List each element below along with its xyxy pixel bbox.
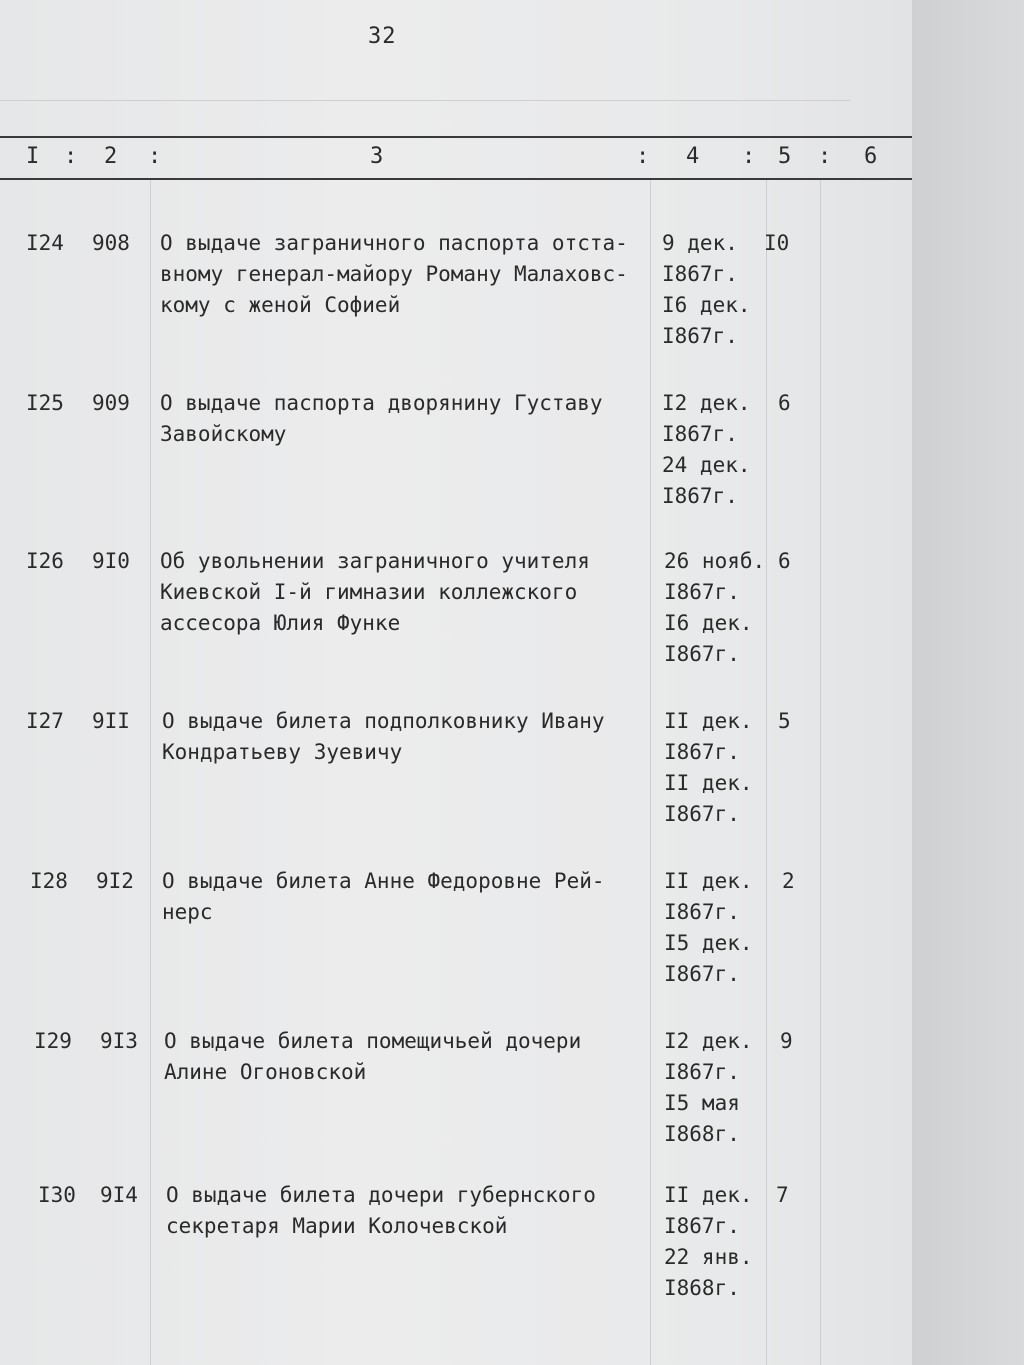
- row-number: I24: [26, 231, 64, 255]
- column-guide: [150, 180, 151, 1365]
- file-title: [162, 866, 605, 928]
- file-title: [166, 1180, 596, 1242]
- sheet-count: 9: [780, 1029, 793, 1053]
- date-line: I867г.: [664, 962, 740, 986]
- sheet-count: I0: [764, 231, 790, 255]
- title-line: О выдаче заграничного паспорта отста-: [160, 231, 628, 255]
- sheet-count: 6: [778, 549, 791, 573]
- header-col-1: I: [26, 144, 40, 169]
- date-line: I867г.: [664, 900, 740, 924]
- date-line: I867г.: [662, 422, 738, 446]
- title-line: Алине Огоновской: [164, 1060, 367, 1084]
- header-col-6: 6: [864, 144, 878, 169]
- date-line: II дек.: [664, 771, 753, 795]
- date-line: I868г.: [664, 1122, 740, 1146]
- date-line: 22 янв.: [664, 1245, 753, 1269]
- date-line: I867г.: [664, 740, 740, 764]
- date-line: I867г.: [664, 802, 740, 826]
- date-line: I2 дек.: [664, 1029, 753, 1053]
- title-line: ассесора Юлия Функе: [160, 611, 401, 635]
- file-number: 9I2: [96, 869, 134, 893]
- header-col-4: 4: [686, 144, 700, 169]
- title-line: Завойскому: [160, 422, 287, 446]
- column-guide: [766, 180, 767, 1365]
- file-title: [162, 706, 605, 768]
- header-col-5: 5: [778, 144, 792, 169]
- date-line: I867г.: [664, 1214, 740, 1238]
- sheet-count: 2: [782, 869, 795, 893]
- date-line: I867г.: [664, 642, 740, 666]
- file-dates: [664, 1026, 753, 1150]
- file-dates: [662, 228, 751, 352]
- title-line: Киевской I-й гимназии коллежского: [160, 580, 578, 604]
- column-guide: [820, 180, 821, 1365]
- date-line: I5 дек.: [664, 931, 753, 955]
- file-number: 9I3: [100, 1029, 138, 1053]
- row-number: I28: [30, 869, 68, 893]
- title-line: вному генерал-майору Роману Малаховс-: [160, 262, 628, 286]
- header-top-rule: [0, 136, 912, 138]
- header-col-3: 3: [370, 144, 384, 169]
- row-number: I25: [26, 391, 64, 415]
- row-number: I27: [26, 709, 64, 733]
- date-line: I867г.: [662, 262, 738, 286]
- date-line: 26 нояб.: [664, 549, 766, 573]
- date-line: I6 дек.: [664, 611, 753, 635]
- header-bottom-rule: [0, 178, 912, 180]
- file-title: [160, 546, 590, 639]
- file-dates: [664, 1180, 753, 1304]
- file-number: 909: [92, 391, 130, 415]
- row-number: I30: [38, 1183, 76, 1207]
- date-line: I867г.: [662, 484, 738, 508]
- title-line: нерс: [162, 900, 213, 924]
- page-number: 32: [368, 24, 397, 49]
- file-title: [164, 1026, 581, 1088]
- sheet-count: 5: [778, 709, 791, 733]
- date-line: I867г.: [662, 324, 738, 348]
- title-line: О выдаче билета подполковнику Ивану: [162, 709, 605, 733]
- date-line: I868г.: [664, 1276, 740, 1300]
- date-line: 24 дек.: [662, 453, 751, 477]
- file-dates: [662, 388, 751, 512]
- title-line: О выдаче билета дочери губернского: [166, 1183, 596, 1207]
- title-line: секретаря Марии Колочевской: [166, 1214, 508, 1238]
- title-line: О выдаче паспорта дворянину Густаву: [160, 391, 603, 415]
- header-sep: :: [636, 144, 650, 169]
- file-title: [160, 228, 628, 321]
- sheet-count: 7: [776, 1183, 789, 1207]
- date-line: I6 дек.: [662, 293, 751, 317]
- title-line: кому с женой Софией: [160, 293, 401, 317]
- date-line: I5 мая: [664, 1091, 740, 1115]
- title-line: Об увольнении заграничного учителя: [160, 549, 590, 573]
- header-sep: :: [148, 144, 162, 169]
- title-line: О выдаче билета помещичьей дочери: [164, 1029, 582, 1053]
- file-dates: [664, 866, 753, 990]
- file-number: 908: [92, 231, 130, 255]
- header-col-2: 2: [104, 144, 118, 169]
- next-page-edge: [912, 0, 1024, 1365]
- faint-rule: [0, 100, 850, 101]
- file-title: [160, 388, 603, 450]
- file-number: 9II: [92, 709, 130, 733]
- date-line: 9 дек.: [662, 231, 738, 255]
- sheet-count: 6: [778, 391, 791, 415]
- row-number: I29: [34, 1029, 72, 1053]
- date-line: I867г.: [664, 1060, 740, 1084]
- date-line: II дек.: [664, 709, 753, 733]
- date-line: I867г.: [664, 580, 740, 604]
- date-line: II дек.: [664, 1183, 753, 1207]
- file-dates: [664, 546, 765, 670]
- column-guide: [650, 180, 651, 1365]
- header-sep: :: [742, 144, 756, 169]
- row-number: I26: [26, 549, 64, 573]
- file-number: 9I4: [100, 1183, 138, 1207]
- date-line: I2 дек.: [662, 391, 751, 415]
- title-line: О выдаче билета Анне Федоровне Рей-: [162, 869, 605, 893]
- file-dates: [664, 706, 753, 830]
- title-line: Кондратьеву Зуевичу: [162, 740, 403, 764]
- header-sep: :: [64, 144, 78, 169]
- header-sep: :: [818, 144, 832, 169]
- file-number: 9I0: [92, 549, 130, 573]
- date-line: II дек.: [664, 869, 753, 893]
